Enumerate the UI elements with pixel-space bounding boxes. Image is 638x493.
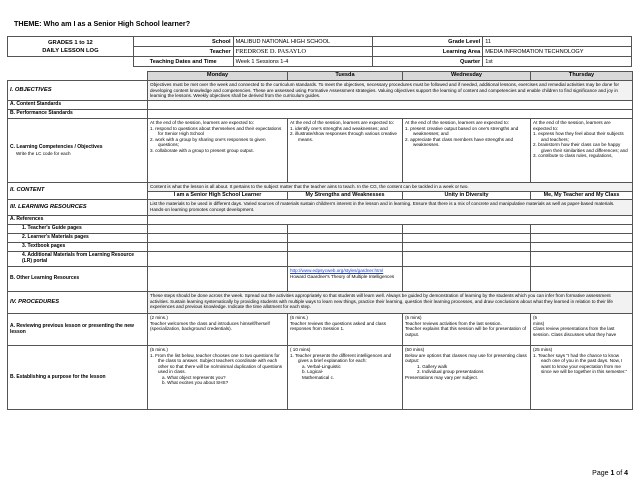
time-allotment: (25 mins)	[533, 347, 553, 352]
procedures-label: IV. PROCEDURES	[8, 292, 148, 314]
page-indicator	[592, 470, 628, 477]
references-label: A. References	[8, 216, 148, 225]
competencies-tuesday-intro: At the end of the session, learners are expected to:	[290, 120, 394, 125]
topic-tuesday: My Strengths and Weaknesses	[288, 191, 403, 200]
objectives-text: Objectives must be met over the week and connected to the curriculum standards. To meet the objectives, necessary procedures must be followed and if needed, additional lessons, exercises and remedial activities may be done for developing content knowledge and competencies. These are assessed using Formative Assessment strategies. Valuing objectives support the learning of content and competencies and enable children to find significance and joy in learning the lessons. Weekly objectives shall be derived from the curriculum guides.	[148, 81, 633, 101]
procedure-b-monday	[148, 346, 288, 410]
page-total: 4	[624, 470, 628, 477]
procedure-text: Below are options that classes may use for presenting class output:	[405, 352, 527, 363]
procedure-a-monday	[148, 314, 288, 346]
list-item: 2. work with a group by sharing one's responses to given questions;	[150, 136, 266, 147]
performance-standards-label: B. Performance Standards	[8, 110, 148, 119]
list-item: 1. identify one's strengths and weaknesses; and	[290, 125, 388, 131]
list-item: a. What object represents you?	[162, 374, 226, 380]
time-allotment-unit: mins)	[533, 320, 545, 326]
competencies-wednesday	[403, 119, 531, 183]
dates-value: Week 1 Sessions 1-4	[233, 57, 373, 67]
day-thursday: Thursday	[531, 72, 633, 81]
day-monday: Monday	[148, 72, 288, 81]
competencies-wednesday-intro: At the end of the session, learners are expected to:	[405, 120, 509, 125]
procedure-text: Class review presentations from the last session. Class discusses what they have	[533, 326, 617, 337]
procedures-text: These steps should be done across the week. Spread out the activities appropriately so that students will learn well. Always be guided by demonstration of learning by the students which you can infer from formative assessment activities. Sustain learning systematically by providing students with multiple ways to learn new things, practice their learning, question their learning processes, and draw conclusions about what they learned in relation to their life experiences and previous knowledge. Indicate the time allotment for each step.	[148, 292, 633, 314]
school-label: School	[133, 37, 233, 47]
lesson-log-table	[7, 71, 633, 410]
lr-portal-label: 4. Additional Materials from Learning Resource (LR) portal	[8, 252, 148, 267]
page-theme: THEME: Who am I as a Senior High School learner?	[14, 19, 191, 28]
day-header-row	[8, 72, 633, 81]
day-wednesday: Wednesday	[403, 72, 531, 81]
list-item: 2. appreciate that class members have strengths and weaknesses.	[405, 136, 514, 147]
time-allotment: (50 mins)	[405, 347, 425, 352]
competencies-monday	[148, 119, 288, 183]
list-item: 2. illustrate/show responses through various creative means.	[290, 131, 397, 142]
list-item: 3. contribute to class rules, regulations,	[533, 153, 613, 158]
time-allotment: (2 mins.)	[150, 315, 168, 320]
tg-pages-label: 1. Teacher's Guide pages	[8, 225, 148, 234]
page-number: 1	[610, 470, 615, 477]
procedure-text: Presentations may vary per subject.	[405, 374, 479, 380]
list-item: b. Logical-	[302, 369, 324, 374]
content-label: II. CONTENT	[8, 183, 148, 200]
dates-label: Teaching Dates and Time	[133, 57, 233, 67]
page-of: of	[614, 470, 625, 477]
grade-title: GRADES 1 to 12	[48, 39, 93, 46]
objectives-label: I. OBJECTIVES	[8, 81, 148, 101]
list-item: Mathematical c.	[302, 374, 335, 380]
quarter-label: Quarter	[373, 57, 483, 67]
procedure-b-tuesday	[288, 346, 403, 410]
area-value: MEDIA INFROMATION TECHNOLOGY	[483, 47, 632, 57]
teacher-value: FREDROSE D. PASAYLO	[233, 47, 373, 57]
topic-monday: I am a Senior High School Learner	[148, 191, 288, 200]
teacher-label: Teacher	[133, 47, 233, 57]
list-item: 1. Teacher presents the different intelligences and gives a brief explanation for each:	[290, 352, 392, 363]
competencies-monday-intro: At the end of the session, learners are expected to:	[150, 120, 254, 125]
time-allotment: (5 mins.)	[150, 347, 168, 352]
list-item: 1. Gallery walk	[417, 363, 448, 369]
grade-value: 11	[483, 37, 632, 47]
content-text: Content is what the lesson is all about. It pertains to the subject matter that the teacher aims to teach. In the CG, the content can be tackled in a week or two.	[148, 183, 633, 192]
list-item: a. Verbal-Linguistic	[302, 363, 341, 369]
grade-label: Grade Level	[373, 37, 483, 47]
list-item: 1. Teacher says "I had the chance to know each one of you in the past days. Now, I want to know your expectation from me since we will be together in this semester."	[533, 352, 628, 374]
time-allotment: (5 mins)	[405, 315, 422, 320]
list-item: 2. brainstorm how their class can be happy given their similarities and differences; and	[533, 142, 628, 153]
other-resources-tuesday	[288, 267, 403, 292]
school-value: MALIBUD NATIONAL HIGH SCHOOL	[233, 37, 373, 47]
competencies-thursday	[531, 119, 633, 183]
gardner-link[interactable]: http://www.edpsycweb.org/styles/gardner.html	[290, 268, 384, 273]
list-item: 3. collaborate with a group to present group output.	[150, 147, 254, 153]
list-item: b. What excites you about SHS?	[162, 380, 229, 385]
page-prefix: Page	[592, 470, 611, 477]
competencies-tuesday	[288, 119, 403, 183]
quarter-value: 1st	[483, 57, 632, 67]
time-allotment: (5 mins.)	[290, 315, 308, 320]
list-item: 1. express how they feel about their subjects and teachers;	[533, 131, 624, 142]
procedure-b-thursday	[531, 346, 633, 410]
gardner-link-note: Howard Gaardner's Theory of Multiple Intelligences	[290, 273, 395, 279]
list-item: 1. From the list below, teacher chooses one to two questions for the class to answer. Subject teachers coordinate with each other so that there will be no/minimal duplication of questions used in class.	[150, 352, 283, 374]
topic-thursday: Me, My Teacher and My Class	[531, 191, 633, 200]
topic-wednesday: Unity in Diversity	[403, 191, 531, 200]
other-resources-label: B. Other Learning Resources	[8, 267, 148, 292]
procedure-text: Teacher reviews activities from the last session.	[405, 320, 502, 326]
area-label: Learning Area	[373, 47, 483, 57]
competencies-thursday-intro: At the end of the session, learners are expected to:	[533, 120, 611, 131]
time-allotment: (5	[533, 315, 538, 320]
procedure-a-label: A. Reviewing previous lesson or presenting the new lesson	[8, 314, 148, 346]
header-table	[7, 36, 632, 67]
procedure-text: Teacher explains that this session will be for presentation of output.	[405, 326, 527, 337]
competencies-sublabel: Write the LC code for each	[16, 150, 71, 156]
resources-text: List the materials to be used in different days. Varied sources of materials sustain children's interest in the lesson and in learning. Ensure that there is a mix of concrete and manipulative materials as well as paper-based materials. Hands-on learning promotes concept development.	[148, 200, 633, 216]
list-item: 2. Individual group presentations	[417, 369, 484, 374]
list-item: 1. present creative output based on one's strengths and weaknesses; and	[405, 125, 519, 136]
procedure-text: Teacher welcomes the class and introduces himself/herself (specialization, background credentials).	[150, 320, 270, 331]
procedure-a-wednesday	[403, 314, 531, 346]
content-standards-label: A. Content Standards	[8, 101, 148, 110]
competencies-label-cell	[8, 119, 148, 183]
procedure-a-tuesday	[288, 314, 403, 346]
log-title: DAILY LESSON LOG	[42, 47, 99, 54]
textbook-pages-label: 3. Textbook pages	[8, 243, 148, 252]
day-tuesday: Tuesda	[288, 72, 403, 81]
procedure-a-thursday	[531, 314, 633, 346]
procedure-text: Teacher reviews the questions asked and class responses from Session 1.	[290, 320, 387, 331]
list-item: 1. respond to questions about themselves and their expectations for Senior High School	[150, 125, 282, 136]
resources-label: III. LEARNING RESOURCES	[8, 200, 148, 216]
procedure-b-wednesday	[403, 346, 531, 410]
lm-pages-label: 2. Learner's Materials pages	[8, 234, 148, 243]
competencies-label: C. Learning Competencies / Objectives	[10, 144, 103, 150]
grade-title-cell	[8, 37, 134, 57]
time-allotment: ( 10 mins)	[290, 347, 311, 352]
procedure-b-label: B. Establishing a purpose for the lesson	[8, 346, 148, 410]
